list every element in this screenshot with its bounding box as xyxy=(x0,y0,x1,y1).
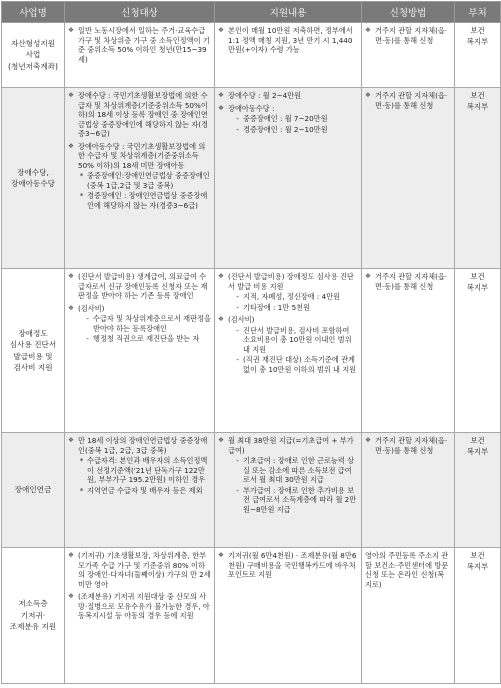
list-item xyxy=(218,551,358,580)
item-text: 지적, 자폐성, 정신장애 : 4만원 xyxy=(243,292,341,301)
program-name-line: 장애아동수당 xyxy=(10,179,55,188)
item-text: 기타장애 : 1만 5천원 xyxy=(243,302,311,312)
item-text: (진단서 발급비용) 생계급여, 의료급여 수급자로서 신규 장애인등록 신청자 또는 재판정을 받아야 하는 기존 등록 장애인 xyxy=(78,272,208,300)
diamond-bullet-icon: ❖ xyxy=(68,551,74,559)
item-text: 중증장애인 : 월 7~20만원 xyxy=(243,114,328,123)
list-item xyxy=(68,436,211,455)
dash-bullet-icon: - xyxy=(236,456,239,465)
ministry-line: 보건 xyxy=(470,91,485,100)
list-item xyxy=(68,456,211,485)
item-text: 부가급여 : 장애로 인한 추가비용 보전 급여로서 소득계층에 따라 월 2만원~8만원 지급 xyxy=(243,485,357,514)
diamond-bullet-icon: ❖ xyxy=(68,592,74,600)
program-name-line: 검사비 지원 xyxy=(13,362,53,372)
list-item xyxy=(365,272,451,291)
item-text: (직권 재진단 대상) 소득기준에 관계없이 총 10만원 이하의 범위 내 지원 xyxy=(243,355,357,374)
ministry-line: 보건 xyxy=(470,272,485,281)
item-text: (검사비) xyxy=(228,315,255,324)
asterisk-bullet-icon: * xyxy=(79,485,84,495)
responsible-ministry-cell xyxy=(455,548,501,684)
program-name-cell xyxy=(2,548,65,684)
diamond-bullet-icon: ❖ xyxy=(68,436,74,444)
list-item xyxy=(218,303,358,313)
item-text: (기저귀) 기초생활보장, 차상위계층, 한부모가족 수급 가구 및 기준중위 80% 이하의 장애인·다자녀(둘째이상) 가구의 만 2세 미만 영아 xyxy=(78,551,211,589)
diamond-bullet-icon: ❖ xyxy=(218,91,224,99)
application-method-cell xyxy=(362,88,455,269)
list-item xyxy=(68,592,211,621)
diamond-bullet-icon: ❖ xyxy=(68,91,74,99)
diamond-bullet-icon: ❖ xyxy=(218,103,224,112)
ministry-line: 복지부 xyxy=(466,561,489,571)
list-item xyxy=(68,304,211,314)
item-text: 기저귀(월 6만4천원) · 조제분유(월 8만6천원) 구매비용을 국민행복카드에 바우처 포인트로 지원 xyxy=(228,551,357,579)
eligibility-cell xyxy=(65,433,215,548)
list-item xyxy=(218,292,358,302)
responsible-ministry-cell xyxy=(455,269,501,433)
diamond-bullet-icon: ❖ xyxy=(365,272,371,280)
item-text: 수급자격: 본인과 배우자의 소득인정액이 선정기준액('21년 단독가구 122만원, 부부가구 195.2만원) 이하인 경우 xyxy=(87,456,208,484)
item-text: 행정청 직권으로 재진단을 받는 자 xyxy=(93,334,200,343)
program-name-line: 조제분유 지원 xyxy=(9,622,57,632)
list-item xyxy=(218,315,358,325)
table-row xyxy=(2,88,501,269)
diamond-bullet-icon: ❖ xyxy=(218,272,224,280)
list-item xyxy=(365,91,451,110)
support-content-cell xyxy=(215,23,362,88)
list-item xyxy=(365,26,451,45)
item-text: 거주지 관할 지자체(읍·면·동)를 통해 신청 xyxy=(375,272,448,291)
list-item xyxy=(68,272,211,301)
item-text: 본인이 매월 10만원 저축하면, 정부에서 1:1 정액 매칭 지원, 3년 만기 시 1,440만원(+이자) 수령 가능 xyxy=(228,26,353,54)
header-program: 사업명 xyxy=(2,2,65,23)
application-method-cell xyxy=(362,433,455,548)
program-name-line: 기저귀· xyxy=(20,610,46,620)
ministry-line: 복지부 xyxy=(466,282,489,292)
item-text: 거주지 관할 지자체(읍·면·동)를 통해 신청 xyxy=(375,436,448,455)
diamond-bullet-icon: ❖ xyxy=(218,315,224,323)
item-text: 장애아동수당 : xyxy=(228,103,275,113)
item-text: 지역연금 수급자 및 배우자 등은 제외 xyxy=(87,485,203,495)
program-name-line: 사업 xyxy=(25,50,41,60)
list-item xyxy=(218,125,358,135)
item-text: 거주지 관할 지자체(읍·면·동)를 통해 신청 xyxy=(375,91,448,110)
program-name-line: 장애수당, xyxy=(17,167,49,177)
program-name-line: 자산형성지원 xyxy=(10,38,55,48)
item-text: 영아의 주민등록 주소지 관할 보건소·주민센터에 방문 신청 또는 온라인 신청(복지로) xyxy=(365,551,449,589)
table-header-row xyxy=(2,2,501,23)
list-item xyxy=(218,436,358,455)
diamond-bullet-icon: ❖ xyxy=(365,26,371,34)
list-item xyxy=(218,486,358,515)
diamond-bullet-icon: ❖ xyxy=(365,436,371,444)
ministry-line: 복지부 xyxy=(466,101,489,111)
ministry-line: 보건 xyxy=(470,551,485,560)
list-item xyxy=(218,104,358,114)
item-text: 거주지 관할 지자체(읍·면·동)를 통해 신청 xyxy=(375,26,448,45)
program-name-line: 장애정도 xyxy=(18,328,48,338)
list-item xyxy=(218,114,358,124)
table-row xyxy=(2,548,501,684)
program-name-line: 심사용 진단서 xyxy=(9,340,57,350)
diamond-bullet-icon: ❖ xyxy=(68,141,74,150)
item-text: 만 18세 이상의 장애인연금법상 중증장애인(중복 1급, 2급, 3급 중복) xyxy=(78,436,208,455)
dash-bullet-icon: - xyxy=(236,124,239,134)
list-item xyxy=(218,91,358,101)
list-item xyxy=(365,436,451,455)
list-item xyxy=(218,26,358,55)
table-row xyxy=(2,433,501,548)
support-content-cell xyxy=(215,548,362,684)
list-item xyxy=(365,551,451,589)
program-name-cell xyxy=(2,269,65,433)
support-programs-table xyxy=(1,1,501,684)
list-item xyxy=(68,551,211,589)
item-text: 장애수당 : 국민기초생활보장법에 의한 수급자 및 차상위계층(기준중위소득 50%이하)의 18세 이상 등록 장애인 중 장애인연금법상 중증장애인에 해당하지 않는 자(경증3~6급) xyxy=(78,91,208,138)
application-method-cell xyxy=(362,548,455,684)
diamond-bullet-icon: ❖ xyxy=(68,303,74,312)
header-method: 신청방법 xyxy=(362,2,455,23)
table-row xyxy=(2,269,501,433)
item-text: 일반 노동시장에서 일하는 주거·교육수급가구 및 차상위층 가구 중 소득인정액이 기준 중위소득 50% 이하인 청년(만15~39세) xyxy=(78,26,210,64)
dash-bullet-icon: - xyxy=(86,314,89,323)
list-item xyxy=(218,456,358,485)
eligibility-cell xyxy=(65,88,215,269)
ministry-line: 보건 xyxy=(470,26,485,35)
list-item xyxy=(68,142,211,171)
eligibility-cell xyxy=(65,548,215,684)
item-text: (검사비) xyxy=(78,303,105,313)
program-name-cell xyxy=(2,23,65,88)
dash-bullet-icon: - xyxy=(236,325,239,335)
header-support: 지원내용 xyxy=(215,2,362,23)
support-content-cell xyxy=(215,88,362,269)
list-item xyxy=(218,272,358,291)
list-item xyxy=(68,486,211,496)
list-item xyxy=(68,334,211,344)
support-content-cell xyxy=(215,433,362,548)
diamond-bullet-icon: ❖ xyxy=(218,26,224,34)
dash-bullet-icon: - xyxy=(236,302,239,312)
program-name-line: 장애인연금 xyxy=(14,485,52,495)
application-method-cell xyxy=(362,23,455,88)
asterisk-bullet-icon: * xyxy=(79,171,84,180)
responsible-ministry-cell xyxy=(455,433,501,548)
diamond-bullet-icon: ❖ xyxy=(68,272,74,280)
dash-bullet-icon: - xyxy=(236,292,239,301)
program-name-line: 저소득층 xyxy=(18,599,48,609)
application-method-cell xyxy=(362,269,455,433)
item-text: 장애아동수당 : 국민기초생활보장법에 의한 수급자 및 차상위계층(기준중위소득 50% 이하)의 18세 미만 장애아동 xyxy=(78,141,206,170)
list-item xyxy=(68,171,211,190)
program-name-line: (청년저축계좌) xyxy=(8,61,58,71)
ministry-line: 복지부 xyxy=(466,446,489,456)
eligibility-cell xyxy=(65,269,215,433)
item-text: 진단서 발급비용, 검사비 포함하여 소요비용이 총 10만원 이내인 범위 내 지원 xyxy=(243,325,352,354)
list-item xyxy=(218,355,358,374)
dash-bullet-icon: - xyxy=(236,355,239,364)
ministry-line: 보건 xyxy=(470,436,485,445)
table-row xyxy=(2,23,501,88)
item-text: (조제분유) 기저귀 지원대상 중 산모의 사망·질병으로 모유수유가 불가능한 경우, 아동복지시설 등 아동의 경우 등에 지원 xyxy=(78,592,210,620)
eligibility-cell xyxy=(65,23,215,88)
item-text: 월 최대 38만원 지급(=기초급여 + 부가급여) xyxy=(228,436,354,455)
program-name-cell xyxy=(2,88,65,269)
asterisk-bullet-icon: * xyxy=(79,456,84,465)
item-text: 기초급여 : 장애로 인한 근로능력 상실 또는 감소에 따른 소득보전 급여로서 월 최대 30만원 지급 xyxy=(243,456,355,484)
dash-bullet-icon: - xyxy=(236,485,239,495)
support-content-cell xyxy=(215,269,362,433)
list-item xyxy=(218,326,358,355)
program-name-cell xyxy=(2,433,65,548)
diamond-bullet-icon: ❖ xyxy=(218,436,224,444)
item-text: 수급자 및 차상위계층으로서 재판정을 받아야 하는 등록장애인 xyxy=(93,314,211,333)
header-eligibility: 신청대상 xyxy=(65,2,215,23)
asterisk-bullet-icon: * xyxy=(79,191,84,200)
list-item xyxy=(68,26,211,64)
diamond-bullet-icon: ❖ xyxy=(218,551,224,559)
list-item xyxy=(68,91,211,139)
item-text: 경증장애인 : 장애인연금법상 중증장애인에 해당하지 않는 자(경증3~6급) xyxy=(87,191,208,210)
item-text: (진단서 발급비용) 장애정도 심사용 진단서 발급 비용 지원 xyxy=(228,272,354,291)
ministry-line: 복지부 xyxy=(466,36,489,46)
dash-bullet-icon: - xyxy=(236,114,239,123)
header-responsible: 부처 xyxy=(455,2,501,23)
program-name-line: 발급비용 및 xyxy=(13,351,53,361)
list-item xyxy=(68,191,211,210)
list-item xyxy=(68,314,211,333)
item-text: 경증장애인 : 월 2~10만원 xyxy=(243,124,328,134)
item-text: 장애수당 : 월 2~4만원 xyxy=(228,91,302,100)
responsible-ministry-cell xyxy=(455,88,501,269)
diamond-bullet-icon: ❖ xyxy=(68,26,74,34)
diamond-bullet-icon: ❖ xyxy=(365,91,371,99)
responsible-ministry-cell xyxy=(455,23,501,88)
item-text: 중증장애인:장애인연금법상 중증장애인(중복 1급,2급 및 3급 중복) xyxy=(87,171,210,190)
dash-bullet-icon: - xyxy=(86,334,89,343)
